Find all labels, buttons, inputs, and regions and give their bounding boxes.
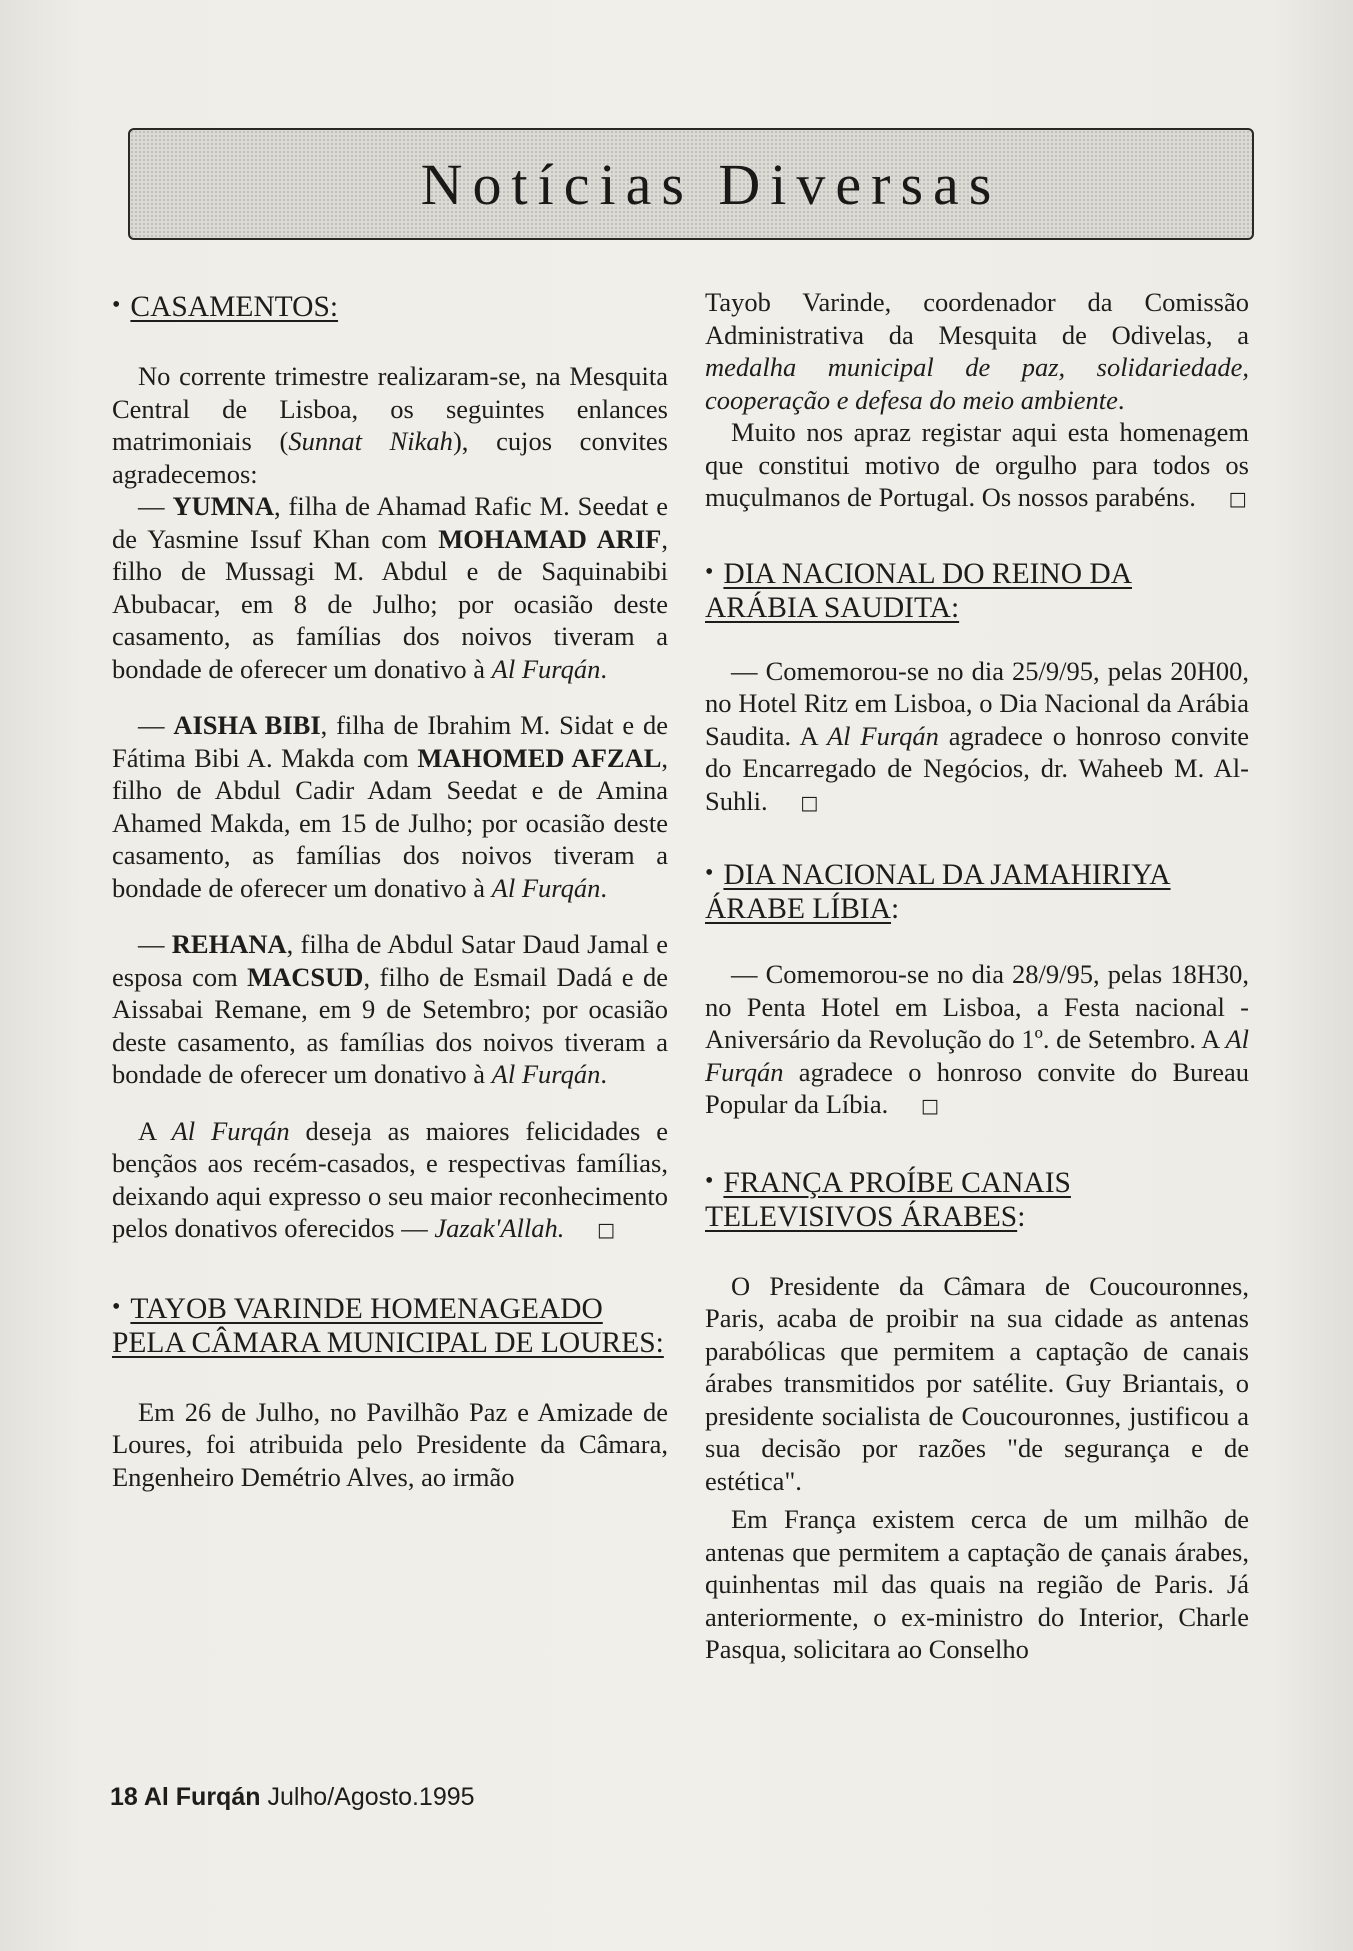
congrats-text: Muito nos apraz registar aqui esta homenagem que constitui motivo de orgulho para todos os muçulmanos de Portugal. Os nossos parabéns. (705, 417, 1249, 512)
libia-heading (705, 856, 1249, 926)
issue-date: Julho/Agosto.1995 (260, 1783, 475, 1811)
entry-end: . (600, 1059, 607, 1089)
end-mark-icon: □ (597, 1219, 615, 1241)
tayob-text: Em 26 de Julho, no Pavilhão Paz e Amizade de Loures, foi atribuida pelo Presidente da Câmara, Engenheiro Demétrio Alves, ao irmão (112, 1396, 668, 1492)
casamentos-closing (112, 1115, 668, 1248)
arabia-heading-text: DIA NACIONAL DO REINO DA ARÁBIA SAUDITA: (705, 557, 1132, 624)
entry-text: , filho de Abdul Cadir Adam Seedat e de Amina Ahamed Makda, em 15 de Julho; por ocasião deste casamento, as famílias dos noivos tiveram a bondade de oferecer um donativo à (112, 742, 668, 903)
section-title-banner (128, 128, 1254, 240)
intro-italic: Sunnat Nikah (288, 426, 453, 456)
bullet-icon: • (112, 1293, 121, 1320)
tayob-heading-text: TAYOB VARINDE HOMENAGEADO PELA CÂMARA MUNICIPAL DE LOURES: (112, 1292, 664, 1359)
continuation-end: . (1117, 384, 1125, 415)
publication-name: Al Furqán (171, 1115, 290, 1146)
entry-text: , filho de Mussagi M. Abdul e de Saquinabibi Abubacar, em 8 de Julho; por ocasião deste casamento, as famílias dos noivos tiveram a bondade de oferecer um donativo à (112, 523, 668, 684)
entry-text: , filha de Ibrahim M. Sidat e de Fátima Bibi A. Makda com (112, 710, 669, 773)
heading-colon: : (1017, 1200, 1026, 1233)
bride-name: REHANA (171, 929, 287, 959)
dash: — (138, 929, 172, 959)
groom-name: MOHAMAD ARIF (438, 523, 662, 554)
libia-text (705, 958, 1249, 1124)
libia-body: — Comemorou-se no dia 28/9/95, pelas 18H30, no Penta Hotel em Lisboa, a Festa nacional - Aniversário da Revolução do 1º. de Setembro. A (705, 959, 1249, 1054)
publication-name: Al Furqán (491, 1059, 601, 1089)
continuation-text: Tayob Varinde, coordenador da Comissão Administrativa da Mesquita de Odivelas, a (705, 287, 1249, 350)
section-title: Notícias Diversas (420, 151, 1002, 217)
libia-body-end: agradece o honroso convite do Bureau Popular da Líbia. (705, 1056, 1249, 1119)
entry-text: , filho de Esmail Dadá e de Aissabai Remane, em 9 de Setembro; por ocasião deste casamento, as famílias dos noivos tiveram a bondade de oferecer um donativo à (112, 961, 668, 1089)
bullet-icon: • (705, 860, 714, 886)
closing-text: deseja as maiores felicidades e bençãos aos recém-casados, e respectivas famílias, deixando aqui expresso o seu maior reconhecimento pelos donativos oferecidos — (112, 1115, 668, 1243)
closing-text: A (138, 1115, 172, 1146)
end-mark-icon: □ (1228, 488, 1247, 510)
casamentos-heading (112, 288, 668, 324)
franca-paragraph-2: Em França existem cerca de um milhão de antenas que permitem a captação de çanais árabes, quinhentas mil das quais na região de Paris. Já anteriormente, o ex-ministro do Interior, Charle Pasqua, solicitara ao Conselho (705, 1504, 1249, 1664)
bullet-icon: • (705, 558, 714, 585)
groom-name: MAHOMED AFZAL (417, 742, 662, 773)
entry-end: . (600, 872, 607, 903)
closing-italic: Jazak'Allah. (434, 1213, 565, 1243)
franca-heading (705, 1164, 1249, 1234)
arabia-body-end: agradece o honroso convite do Encarregado de Negócios, dr. Waheeb M. Al-Suhli. (705, 720, 1249, 816)
publication-name: Al Furqán (491, 653, 601, 684)
dash: — (138, 710, 174, 740)
medal-name: medalha municipal de paz, solidariedade, cooperação e defesa do meio ambiente (705, 352, 1249, 415)
arabia-heading (705, 555, 1249, 625)
bride-name: YUMNA (172, 491, 274, 521)
groom-name: MACSUD (247, 961, 364, 992)
bullet-icon: • (705, 1167, 714, 1194)
bullet-icon: • (112, 292, 121, 318)
entry-end: . (600, 653, 607, 684)
casamentos-heading-text: CASAMENTOS: (130, 291, 339, 323)
tayob-continuation (705, 286, 1249, 416)
publication-name: Al Furqán (827, 720, 939, 751)
end-mark-icon: □ (800, 791, 819, 814)
entry-text: , filha de Abdul Satar Daud Jamal e esposa com (112, 929, 668, 992)
wedding-entry-1 (112, 490, 668, 685)
heading-colon: : (891, 893, 900, 925)
casamentos-intro (112, 360, 668, 490)
arabia-body: — Comemorou-se no dia 25/9/95, pelas 20H00, no Hotel Ritz em Lisboa, o Dia Nacional da Arábia Saudita. A (705, 655, 1249, 751)
bride-name: AISHA BIBI (173, 710, 321, 740)
wedding-entry-3 (112, 928, 668, 1091)
end-mark-icon: □ (920, 1095, 939, 1117)
page-footer (110, 1783, 475, 1812)
wedding-entry-2 (112, 709, 668, 904)
libia-heading-text: DIA NACIONAL DA JAMAHIRIYA ÁRABE LÍBIA (705, 859, 1171, 925)
publication-name: Al Furqán (491, 872, 601, 903)
tayob-heading (112, 1290, 668, 1360)
intro-text-end: ), cujos convites agradecemos: (112, 426, 668, 489)
dash: — (138, 491, 173, 521)
publication-name: Al Furqán (705, 1024, 1250, 1087)
franca-paragraph-1: O Presidente da Câmara de Coucouronnes, Paris, acaba de proibir na sua cidade as antenas parabólicas que permitem a captação de canais árabes transmitidos por satélite. Guy Briantais, o presidente socialista de Coucouronnes, justificou a sua decisão por razões "de segurança e de estética". (705, 1270, 1249, 1496)
right-column (705, 286, 1249, 1666)
arabia-text (705, 655, 1249, 821)
entry-text: , filha de Ahamad Rafic M. Seedat e de Yasmine Issuf Khan com (112, 491, 669, 554)
franca-heading-text: FRANÇA PROÍBE CANAIS TELEVISIVOS ÁRABES (705, 1166, 1071, 1233)
page-number-publication: 18 Al Furqán (110, 1783, 261, 1811)
left-column (112, 280, 668, 1493)
tayob-congrats (705, 416, 1249, 517)
intro-text: No corrente trimestre realizaram-se, na Mesquita Central de Lisboa, os seguintes enlances matrimoniais ( (112, 361, 668, 456)
